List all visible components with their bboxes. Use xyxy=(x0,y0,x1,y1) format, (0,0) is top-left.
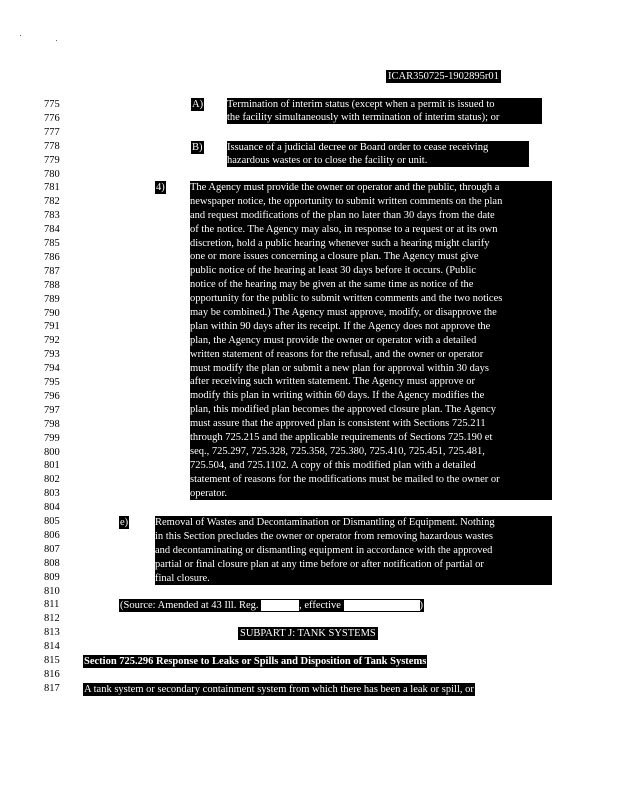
item-4-label: 4) xyxy=(156,182,165,193)
item-e-text xyxy=(155,516,552,585)
text-line: notice of the hearing may be given at the same time as notice of the xyxy=(190,279,474,291)
line-number: 778 xyxy=(44,140,60,152)
line-number: 797 xyxy=(44,404,60,416)
text-line: and decontaminating or dismantling equipment in accordance with the approved xyxy=(155,544,493,556)
line-number: 776 xyxy=(44,112,60,124)
text-line: Removal of Wastes and Decontamination or Dismantling of Equipment. Nothing xyxy=(155,517,495,528)
text-line: operator. xyxy=(190,487,228,499)
text-line: statement of reasons for the modifications must be mailed to the owner or xyxy=(190,473,500,485)
text-line: the facility simultaneously with termination of interim status); or xyxy=(227,112,500,123)
text-line: plan within 90 days after its receipt. If the Agency does not approve the xyxy=(190,320,491,332)
line-number: 800 xyxy=(44,446,60,458)
line-number: 813 xyxy=(44,627,60,639)
line-number: 799 xyxy=(44,432,60,444)
subpart-title: SUBPART J: TANK SYSTEMS xyxy=(240,628,376,639)
line-number: 815 xyxy=(44,655,60,666)
text-line: newspaper notice, the opportunity to submit written comments on the plan xyxy=(190,195,503,207)
line-number: 777 xyxy=(44,126,60,138)
item-b-label: B) xyxy=(192,142,203,153)
redacted-blank xyxy=(261,600,299,611)
source-note xyxy=(119,599,424,612)
text-line: Termination of interim status (except when a permit is issued to xyxy=(227,99,495,110)
text-line: plan, the Agency must provide the owner or operator with a detailed xyxy=(190,334,477,346)
line-number: 794 xyxy=(44,363,60,375)
line-number: 798 xyxy=(44,418,60,430)
text-line: plan, this modified plan becomes the approved closure plan. The Agency xyxy=(190,404,496,416)
line-number: 781 xyxy=(44,182,60,194)
line-number: 793 xyxy=(44,349,60,361)
source-middle: , effective xyxy=(299,600,341,611)
document-id: ICAR350725-1902895r01 xyxy=(388,71,499,82)
line-number: 790 xyxy=(44,307,60,319)
text-line: may be combined.) The Agency must approve, modify, or disapprove the xyxy=(190,307,497,319)
item-a-text xyxy=(227,98,542,124)
text-line: after receiving such written statement. The Agency must approve or xyxy=(190,376,475,388)
text-line: modify this plan in writing within 60 days. If the Agency modifies the xyxy=(190,390,485,402)
section-heading: Section 725.296 Response to Leaks or Spills and Disposition of Tank Systems xyxy=(84,656,427,667)
line-number: 792 xyxy=(44,335,60,347)
text-line: opportunity for the public to submit written comments and the two notices xyxy=(190,293,503,305)
text-line: of the notice. The Agency may also, in response to a request or at its own xyxy=(190,223,498,235)
line-number: 791 xyxy=(44,321,60,333)
text-line: discretion, hold a public hearing whenever such a hearing might clarify xyxy=(190,237,490,249)
scan-speck xyxy=(56,40,57,41)
line-number: 780 xyxy=(44,168,60,180)
text-line: must modify the plan or submit a new plan for approval within 30 days xyxy=(190,362,489,374)
text-line: in this Section precludes the owner or operator from removing hazardous wastes xyxy=(155,530,493,542)
scan-speck xyxy=(20,35,21,36)
text-line: Issuance of a judicial decree or Board order to cease receiving xyxy=(227,142,489,153)
text-line: written statement of reasons for the refusal, and the owner or operator xyxy=(190,348,484,360)
line-number: 775 xyxy=(44,99,60,110)
text-line: final closure. xyxy=(155,572,210,584)
item-b-text xyxy=(227,141,529,167)
text-line: The Agency must provide the owner or operator and the public, through a xyxy=(190,182,500,193)
item-e-label: e) xyxy=(120,517,129,528)
source-suffix: ) xyxy=(419,600,424,611)
text-line: hazardous wastes or to close the facility or unit. xyxy=(227,155,428,166)
text-line: public notice of the hearing at least 30 days before it occurs. (Public xyxy=(190,265,477,277)
item-4-text xyxy=(190,181,552,500)
line-number: 802 xyxy=(44,474,60,486)
line-number: 810 xyxy=(44,585,60,597)
text-line: must assure that the approved plan is consistent with Sections 725.211 xyxy=(190,418,486,430)
text-line: 725.504, and 725.1102. A copy of this modified plan with a detailed xyxy=(190,459,476,471)
line-number: 789 xyxy=(44,293,60,305)
line-number: 817 xyxy=(44,682,60,694)
line-number: 796 xyxy=(44,390,60,402)
text-line: seq., 725.297, 725.328, 725.358, 725.380, 725.410, 725.451, 725.481, xyxy=(190,445,485,457)
line-number: 801 xyxy=(44,460,60,472)
text-line: partial or final closure plan at any time before or after notification of partial or xyxy=(155,558,484,570)
text-line: and request modifications of the plan no later than 30 days from the date xyxy=(190,209,495,221)
line-number: 803 xyxy=(44,488,60,500)
line-number: 786 xyxy=(44,251,60,263)
line-number: 811 xyxy=(44,599,60,611)
redacted-blank xyxy=(344,600,420,611)
line-number: 804 xyxy=(44,502,60,514)
source-prefix: (Source: Amended at 43 Ill. Reg. xyxy=(120,600,259,611)
text-line: through 725.215 and the applicable requirements of Sections 725.190 et xyxy=(190,432,493,444)
line-number: 807 xyxy=(44,543,60,555)
line-number: 783 xyxy=(44,210,60,222)
line-number: 782 xyxy=(44,196,60,208)
line-number: 784 xyxy=(44,224,60,236)
line-number: 809 xyxy=(44,571,60,583)
final-text-line: A tank system or secondary containment system from which there has been a leak or spill, or xyxy=(84,684,474,695)
line-number: 806 xyxy=(44,529,60,541)
text-line: one or more issues concerning a closure plan. The Agency must give xyxy=(190,251,479,263)
item-a-label: A) xyxy=(192,99,204,110)
line-number: 787 xyxy=(44,265,60,277)
line-number: 816 xyxy=(44,668,60,680)
line-number: 795 xyxy=(44,377,60,388)
line-number: 808 xyxy=(44,557,60,569)
line-number: 779 xyxy=(44,154,60,166)
line-number: 812 xyxy=(44,613,60,625)
line-number: 814 xyxy=(44,641,60,653)
line-number: 788 xyxy=(44,279,60,291)
line-number: 785 xyxy=(44,238,60,249)
line-number: 805 xyxy=(44,516,60,527)
